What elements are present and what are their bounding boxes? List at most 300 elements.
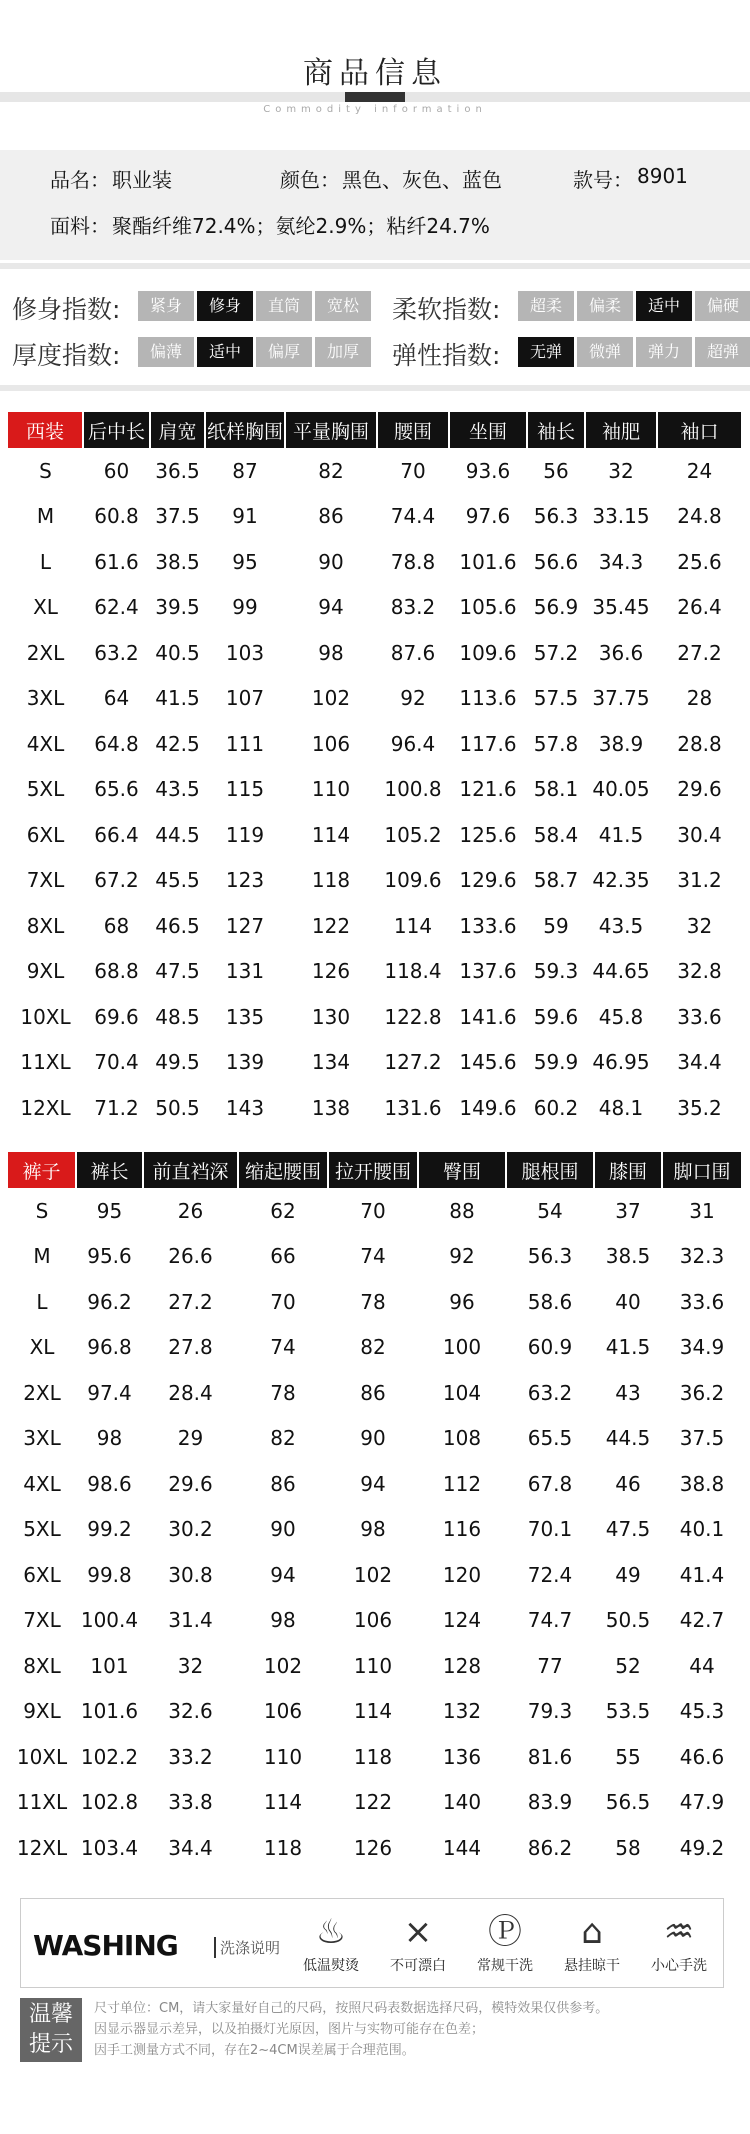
value-cell: 70 <box>400 458 426 483</box>
value-cell: 41.5 <box>605 1335 651 1360</box>
value-cell: 94 <box>360 1471 386 1496</box>
index-label: 柔软指数: <box>392 295 501 324</box>
divider <box>0 385 750 391</box>
value-cell: 56 <box>543 458 569 483</box>
value-cell: 38.5 <box>605 1244 651 1269</box>
value-cell: 47.5 <box>605 1517 651 1542</box>
divider <box>0 263 750 269</box>
size-cell: XL <box>33 595 58 620</box>
section-header <box>0 0 750 140</box>
value-cell: 108 <box>442 1426 482 1451</box>
value-cell: 52 <box>615 1653 641 1678</box>
fabric-label: 面料： <box>50 214 110 238</box>
index-label: 修身指数: <box>12 295 121 324</box>
size-cell: S <box>35 1198 49 1223</box>
value-cell: 32 <box>686 913 713 938</box>
value-cell: 99.2 <box>87 1517 132 1542</box>
value-cell: 34.4 <box>677 1050 722 1075</box>
value-cell: 31.2 <box>677 868 722 893</box>
value-cell: 50.5 <box>155 1095 200 1120</box>
size-cell: 10XL <box>20 1004 71 1029</box>
value-cell: 110 <box>311 777 351 802</box>
value-cell: 49.5 <box>155 1050 200 1075</box>
value-cell: 58.7 <box>533 868 579 893</box>
table-row <box>8 1279 742 1325</box>
value-cell: 98 <box>360 1517 386 1542</box>
value-cell: 131 <box>225 959 265 984</box>
value-cell: 114 <box>393 913 433 938</box>
tip-label <box>20 1998 82 2062</box>
size-cell: 5XL <box>26 777 65 802</box>
value-cell: 124 <box>442 1608 482 1633</box>
section-title: 商品信息 <box>303 56 447 91</box>
no-bleach-icon: ⨯ <box>403 1912 433 1952</box>
value-cell: 78 <box>360 1289 386 1314</box>
value-cell: 102.2 <box>80 1744 139 1769</box>
value-cell: 65.5 <box>527 1426 573 1451</box>
style-value: 8901 <box>637 164 688 188</box>
value-cell: 112 <box>442 1471 482 1496</box>
value-cell: 26.4 <box>677 595 722 620</box>
value-cell: 110 <box>353 1653 393 1678</box>
value-cell: 26.6 <box>168 1244 213 1269</box>
value-cell: 58.1 <box>533 777 579 802</box>
value-cell: 100 <box>442 1335 482 1360</box>
value-cell: 32 <box>608 458 634 483</box>
value-cell: 98 <box>318 640 344 665</box>
column-header: 肩宽 <box>150 412 205 448</box>
value-cell: 144 <box>442 1835 482 1860</box>
size-cell: 11XL <box>20 1050 71 1075</box>
value-cell: 78.8 <box>390 549 436 574</box>
value-cell: 122 <box>353 1790 393 1815</box>
value-cell: 55 <box>615 1744 641 1769</box>
value-cell: 114 <box>353 1699 393 1724</box>
value-cell: 32.6 <box>168 1699 213 1724</box>
value-cell: 90 <box>318 549 344 574</box>
size-cell: 4XL <box>26 731 65 756</box>
value-cell: 82 <box>270 1426 296 1451</box>
value-cell: 86.2 <box>527 1835 573 1860</box>
value-cell: 46 <box>615 1471 641 1496</box>
index-row <box>0 330 750 376</box>
value-cell: 86 <box>318 504 344 529</box>
suit-size-table <box>8 412 743 1131</box>
value-cell: 67.8 <box>527 1471 573 1496</box>
value-cell: 59 <box>543 913 569 938</box>
value-cell: 83.2 <box>390 595 436 620</box>
tip-label-line: 提示 <box>28 2032 73 2057</box>
value-cell: 70.1 <box>527 1517 573 1542</box>
value-cell: 122 <box>311 913 351 938</box>
value-cell: 93.6 <box>465 458 511 483</box>
value-cell: 59.9 <box>533 1050 579 1075</box>
index-option: 超弹 <box>695 337 750 367</box>
index-option: 无弹 <box>518 337 574 367</box>
value-cell: 70 <box>360 1198 386 1223</box>
value-cell: 45.5 <box>155 868 200 893</box>
value-cell: 117.6 <box>459 731 517 756</box>
value-cell: 58 <box>615 1835 641 1860</box>
dry-clean-icon: Ⓟ <box>488 1912 522 1952</box>
value-cell: 69.6 <box>94 1004 139 1029</box>
value-cell: 95 <box>232 549 258 574</box>
value-cell: 45.8 <box>598 1004 644 1029</box>
value-cell: 74 <box>360 1244 386 1269</box>
tip-text <box>94 1998 608 2061</box>
value-cell: 30.4 <box>677 822 722 847</box>
index-option: 偏柔 <box>577 291 633 321</box>
index-option: 紧身 <box>138 291 194 321</box>
value-cell: 95.6 <box>87 1244 132 1269</box>
table-row <box>8 1734 742 1780</box>
value-cell: 139 <box>225 1050 265 1075</box>
index-option: 超柔 <box>518 291 574 321</box>
value-cell: 57.2 <box>533 640 579 665</box>
table-row <box>8 1188 742 1234</box>
value-cell: 42.7 <box>679 1608 725 1633</box>
value-cell: 40.1 <box>679 1517 725 1542</box>
value-cell: 64 <box>103 686 130 711</box>
value-cell: 29.6 <box>168 1471 213 1496</box>
size-cell: 12XL <box>16 1835 68 1860</box>
value-cell: 56.3 <box>533 504 579 529</box>
value-cell: 32.3 <box>679 1244 725 1269</box>
hang-dry-icon: ⌂ <box>581 1912 603 1952</box>
value-cell: 40.5 <box>155 640 200 665</box>
value-cell: 133.6 <box>459 913 517 938</box>
value-cell: 140 <box>442 1790 482 1815</box>
table-row <box>8 585 742 631</box>
table-row <box>8 539 742 585</box>
value-cell: 90 <box>270 1517 296 1542</box>
size-cell: 6XL <box>26 822 65 847</box>
washing-item <box>639 1909 719 1985</box>
column-header: 袖长 <box>527 412 585 448</box>
washing-subtitle: 洗涤说明 <box>214 1937 280 1958</box>
value-cell: 41.5 <box>598 822 644 847</box>
value-cell: 79.3 <box>527 1699 573 1724</box>
value-cell: 141.6 <box>459 1004 517 1029</box>
value-cell: 58.6 <box>527 1289 573 1314</box>
table-row <box>8 812 742 858</box>
size-cell: L <box>39 549 52 574</box>
value-cell: 59.6 <box>533 1004 579 1029</box>
value-cell: 44.5 <box>155 822 200 847</box>
value-cell: 50.5 <box>605 1608 651 1633</box>
value-cell: 46.95 <box>592 1050 650 1075</box>
column-header: 纸样胸围 <box>205 412 285 448</box>
table-row <box>8 676 742 722</box>
value-cell: 121.6 <box>459 777 517 802</box>
value-cell: 102.8 <box>80 1790 139 1815</box>
value-cell: 143 <box>225 1095 265 1120</box>
value-cell: 120 <box>442 1562 482 1587</box>
table-row <box>8 949 742 995</box>
value-cell: 54 <box>537 1198 563 1223</box>
index-option: 偏硬 <box>695 291 750 321</box>
name-label: 品名： <box>50 168 110 192</box>
value-cell: 28.4 <box>168 1380 213 1405</box>
table-row <box>8 1552 742 1598</box>
hand-wash-icon: ♒ <box>663 1912 695 1952</box>
value-cell: 125.6 <box>459 822 517 847</box>
column-header: 袖口 <box>657 412 742 448</box>
value-cell: 101 <box>90 1653 129 1678</box>
size-cell: 10XL <box>16 1744 68 1769</box>
value-cell: 44 <box>689 1653 715 1678</box>
value-cell: 126 <box>311 959 351 984</box>
washing-item <box>291 1909 371 1985</box>
value-cell: 27.2 <box>677 640 722 665</box>
value-cell: 46.6 <box>679 1744 725 1769</box>
table-row <box>8 1085 742 1131</box>
value-cell: 138 <box>311 1095 351 1120</box>
table-tag: 裤子 <box>8 1152 76 1188</box>
value-cell: 91 <box>232 504 258 529</box>
value-cell: 102 <box>311 686 351 711</box>
table-tag: 西装 <box>8 412 83 448</box>
value-cell: 130 <box>311 1004 351 1029</box>
value-cell: 66 <box>270 1244 296 1269</box>
value-cell: 31 <box>689 1198 715 1223</box>
value-cell: 98.6 <box>87 1471 132 1496</box>
value-cell: 36.6 <box>598 640 644 665</box>
washing-item <box>552 1909 632 1985</box>
value-cell: 37.5 <box>679 1426 725 1451</box>
value-cell: 40.05 <box>592 777 650 802</box>
value-cell: 132 <box>442 1699 482 1724</box>
index-option: 偏厚 <box>256 337 312 367</box>
value-cell: 56.9 <box>533 595 579 620</box>
value-cell: 92 <box>400 686 426 711</box>
info-row <box>0 152 750 202</box>
tip-line: 因显示器显示差异，以及拍摄灯光原因，图片与实物可能存在色差； <box>94 2022 485 2037</box>
column-header: 平量胸围 <box>285 412 377 448</box>
index-option: 直筒 <box>256 291 312 321</box>
washing-item <box>378 1909 458 1985</box>
value-cell: 78 <box>270 1380 296 1405</box>
value-cell: 96.4 <box>390 731 436 756</box>
value-cell: 56.5 <box>605 1790 651 1815</box>
value-cell: 41.4 <box>679 1562 725 1587</box>
size-cell: 11XL <box>16 1790 68 1815</box>
value-cell: 123 <box>225 868 265 893</box>
value-cell: 127.2 <box>384 1050 442 1075</box>
table-row <box>8 1370 742 1416</box>
value-cell: 96.8 <box>87 1335 132 1360</box>
value-cell: 53.5 <box>605 1699 651 1724</box>
size-cell: 6XL <box>23 1562 61 1587</box>
value-cell: 60.2 <box>533 1095 579 1120</box>
value-cell: 118 <box>311 868 351 893</box>
value-cell: 30.8 <box>168 1562 213 1587</box>
divider-accent <box>345 92 405 102</box>
index-label: 厚度指数: <box>12 341 121 370</box>
value-cell: 60 <box>103 458 130 483</box>
column-header: 缩起腰围 <box>238 1152 328 1188</box>
value-cell: 46.5 <box>155 913 200 938</box>
value-cell: 74.7 <box>527 1608 573 1633</box>
value-cell: 27.8 <box>168 1335 213 1360</box>
value-cell: 97.6 <box>465 504 511 529</box>
table-row <box>8 721 742 767</box>
index-option: 弹力 <box>636 337 692 367</box>
value-cell: 26 <box>177 1198 204 1223</box>
value-cell: 114 <box>263 1790 303 1815</box>
size-cell: 9XL <box>26 959 65 984</box>
value-cell: 92 <box>449 1244 475 1269</box>
washing-label: 常规干洗 <box>477 1958 533 1974</box>
table-row <box>8 1507 742 1553</box>
section-subtitle: Commodity information <box>263 104 487 115</box>
value-cell: 149.6 <box>459 1095 517 1120</box>
value-cell: 118.4 <box>384 959 442 984</box>
tip-line: 尺寸单位：CM，请大家量好自己的尺码，按照尺码表数据选择尺码，模特效果仅供参考。 <box>94 2001 609 2016</box>
washing-label: 不可漂白 <box>390 1958 446 1974</box>
value-cell: 106 <box>353 1608 393 1633</box>
column-header: 脚口围 <box>662 1152 742 1188</box>
value-cell: 57.8 <box>533 731 579 756</box>
table-row <box>8 903 742 949</box>
value-cell: 34.3 <box>598 549 644 574</box>
value-cell: 33.6 <box>677 1004 722 1029</box>
table-row <box>8 1461 742 1507</box>
size-cell: S <box>39 458 52 483</box>
info-row <box>0 198 750 248</box>
value-cell: 98 <box>96 1426 123 1451</box>
value-cell: 32 <box>177 1653 204 1678</box>
value-cell: 106 <box>263 1699 303 1724</box>
column-header: 前直裆深 <box>143 1152 238 1188</box>
washing-item <box>465 1909 545 1985</box>
size-cell: 9XL <box>23 1699 61 1724</box>
value-cell: 113.6 <box>459 686 517 711</box>
size-cell: 12XL <box>20 1095 71 1120</box>
value-cell: 56.3 <box>527 1244 573 1269</box>
tip-panel <box>20 1998 724 2062</box>
value-cell: 100.8 <box>384 777 442 802</box>
value-cell: 114 <box>311 822 351 847</box>
value-cell: 37 <box>615 1198 641 1223</box>
tip-label-line: 温馨 <box>28 2002 73 2027</box>
size-cell: 8XL <box>23 1653 61 1678</box>
value-cell: 81.6 <box>527 1744 573 1769</box>
value-cell: 24 <box>686 458 713 483</box>
value-cell: 24.8 <box>677 504 722 529</box>
column-header: 后中长 <box>83 412 150 448</box>
value-cell: 96 <box>449 1289 475 1314</box>
value-cell: 119 <box>225 822 265 847</box>
value-cell: 63.2 <box>94 640 139 665</box>
value-cell: 34.4 <box>168 1835 213 1860</box>
value-cell: 106 <box>311 731 351 756</box>
value-cell: 41.5 <box>155 686 200 711</box>
value-cell: 74.4 <box>390 504 436 529</box>
value-cell: 32.8 <box>677 959 722 984</box>
value-cell: 129.6 <box>459 868 517 893</box>
size-cell: XL <box>29 1335 55 1360</box>
product-info-panel <box>0 150 750 260</box>
value-cell: 87 <box>232 458 258 483</box>
value-cell: 100.4 <box>80 1608 139 1633</box>
column-header: 腿根围 <box>506 1152 594 1188</box>
table-row <box>8 1416 742 1462</box>
value-cell: 74 <box>270 1335 296 1360</box>
value-cell: 44.65 <box>592 959 650 984</box>
value-cell: 43 <box>615 1380 641 1405</box>
index-option: 适中 <box>636 291 692 321</box>
value-cell: 42.5 <box>155 731 200 756</box>
value-cell: 105.2 <box>384 822 442 847</box>
table-row <box>8 1825 742 1871</box>
size-cell: 5XL <box>23 1517 61 1542</box>
value-cell: 102 <box>263 1653 303 1678</box>
index-option: 加厚 <box>315 337 371 367</box>
value-cell: 39.5 <box>155 595 200 620</box>
washing-label: 悬挂晾干 <box>564 1958 620 1974</box>
table-row <box>8 1040 742 1086</box>
pants-size-table <box>8 1152 743 1871</box>
value-cell: 90 <box>360 1426 386 1451</box>
size-cell: L <box>36 1289 48 1314</box>
value-cell: 67.2 <box>94 868 139 893</box>
value-cell: 44.5 <box>605 1426 651 1451</box>
column-header: 坐围 <box>449 412 527 448</box>
value-cell: 96.2 <box>87 1289 132 1314</box>
index-option: 微弹 <box>577 337 633 367</box>
column-header: 腰围 <box>377 412 449 448</box>
value-cell: 68 <box>103 913 130 938</box>
value-cell: 105.6 <box>459 595 517 620</box>
table-row <box>8 448 742 494</box>
value-cell: 103 <box>225 640 265 665</box>
washing-title: WASHING <box>33 1929 178 1962</box>
column-header: 拉开腰围 <box>328 1152 418 1188</box>
value-cell: 127 <box>225 913 265 938</box>
value-cell: 42.35 <box>592 868 650 893</box>
table-row <box>8 767 742 813</box>
name-value: 职业装 <box>112 168 172 192</box>
value-cell: 33.2 <box>168 1744 213 1769</box>
value-cell: 99.8 <box>87 1562 132 1587</box>
value-cell: 86 <box>270 1471 296 1496</box>
table-row <box>8 994 742 1040</box>
index-option: 偏薄 <box>138 337 194 367</box>
value-cell: 68.8 <box>94 959 139 984</box>
value-cell: 94 <box>318 595 344 620</box>
value-cell: 109.6 <box>384 868 442 893</box>
table-row <box>8 630 742 676</box>
value-cell: 48.1 <box>598 1095 644 1120</box>
value-cell: 38.5 <box>155 549 200 574</box>
value-cell: 109.6 <box>459 640 517 665</box>
value-cell: 47.9 <box>679 1790 725 1815</box>
value-cell: 34.9 <box>679 1335 725 1360</box>
value-cell: 72.4 <box>527 1562 573 1587</box>
value-cell: 37.75 <box>592 686 650 711</box>
value-cell: 116 <box>442 1517 482 1542</box>
value-cell: 63.2 <box>527 1380 573 1405</box>
style-label: 款号： <box>573 168 633 192</box>
index-row <box>0 284 750 330</box>
value-cell: 48.5 <box>155 1004 200 1029</box>
washing-instructions <box>20 1898 724 1988</box>
value-cell: 35.2 <box>677 1095 722 1120</box>
table-row <box>8 1325 742 1371</box>
value-cell: 57.5 <box>533 686 579 711</box>
table-row <box>8 1643 742 1689</box>
